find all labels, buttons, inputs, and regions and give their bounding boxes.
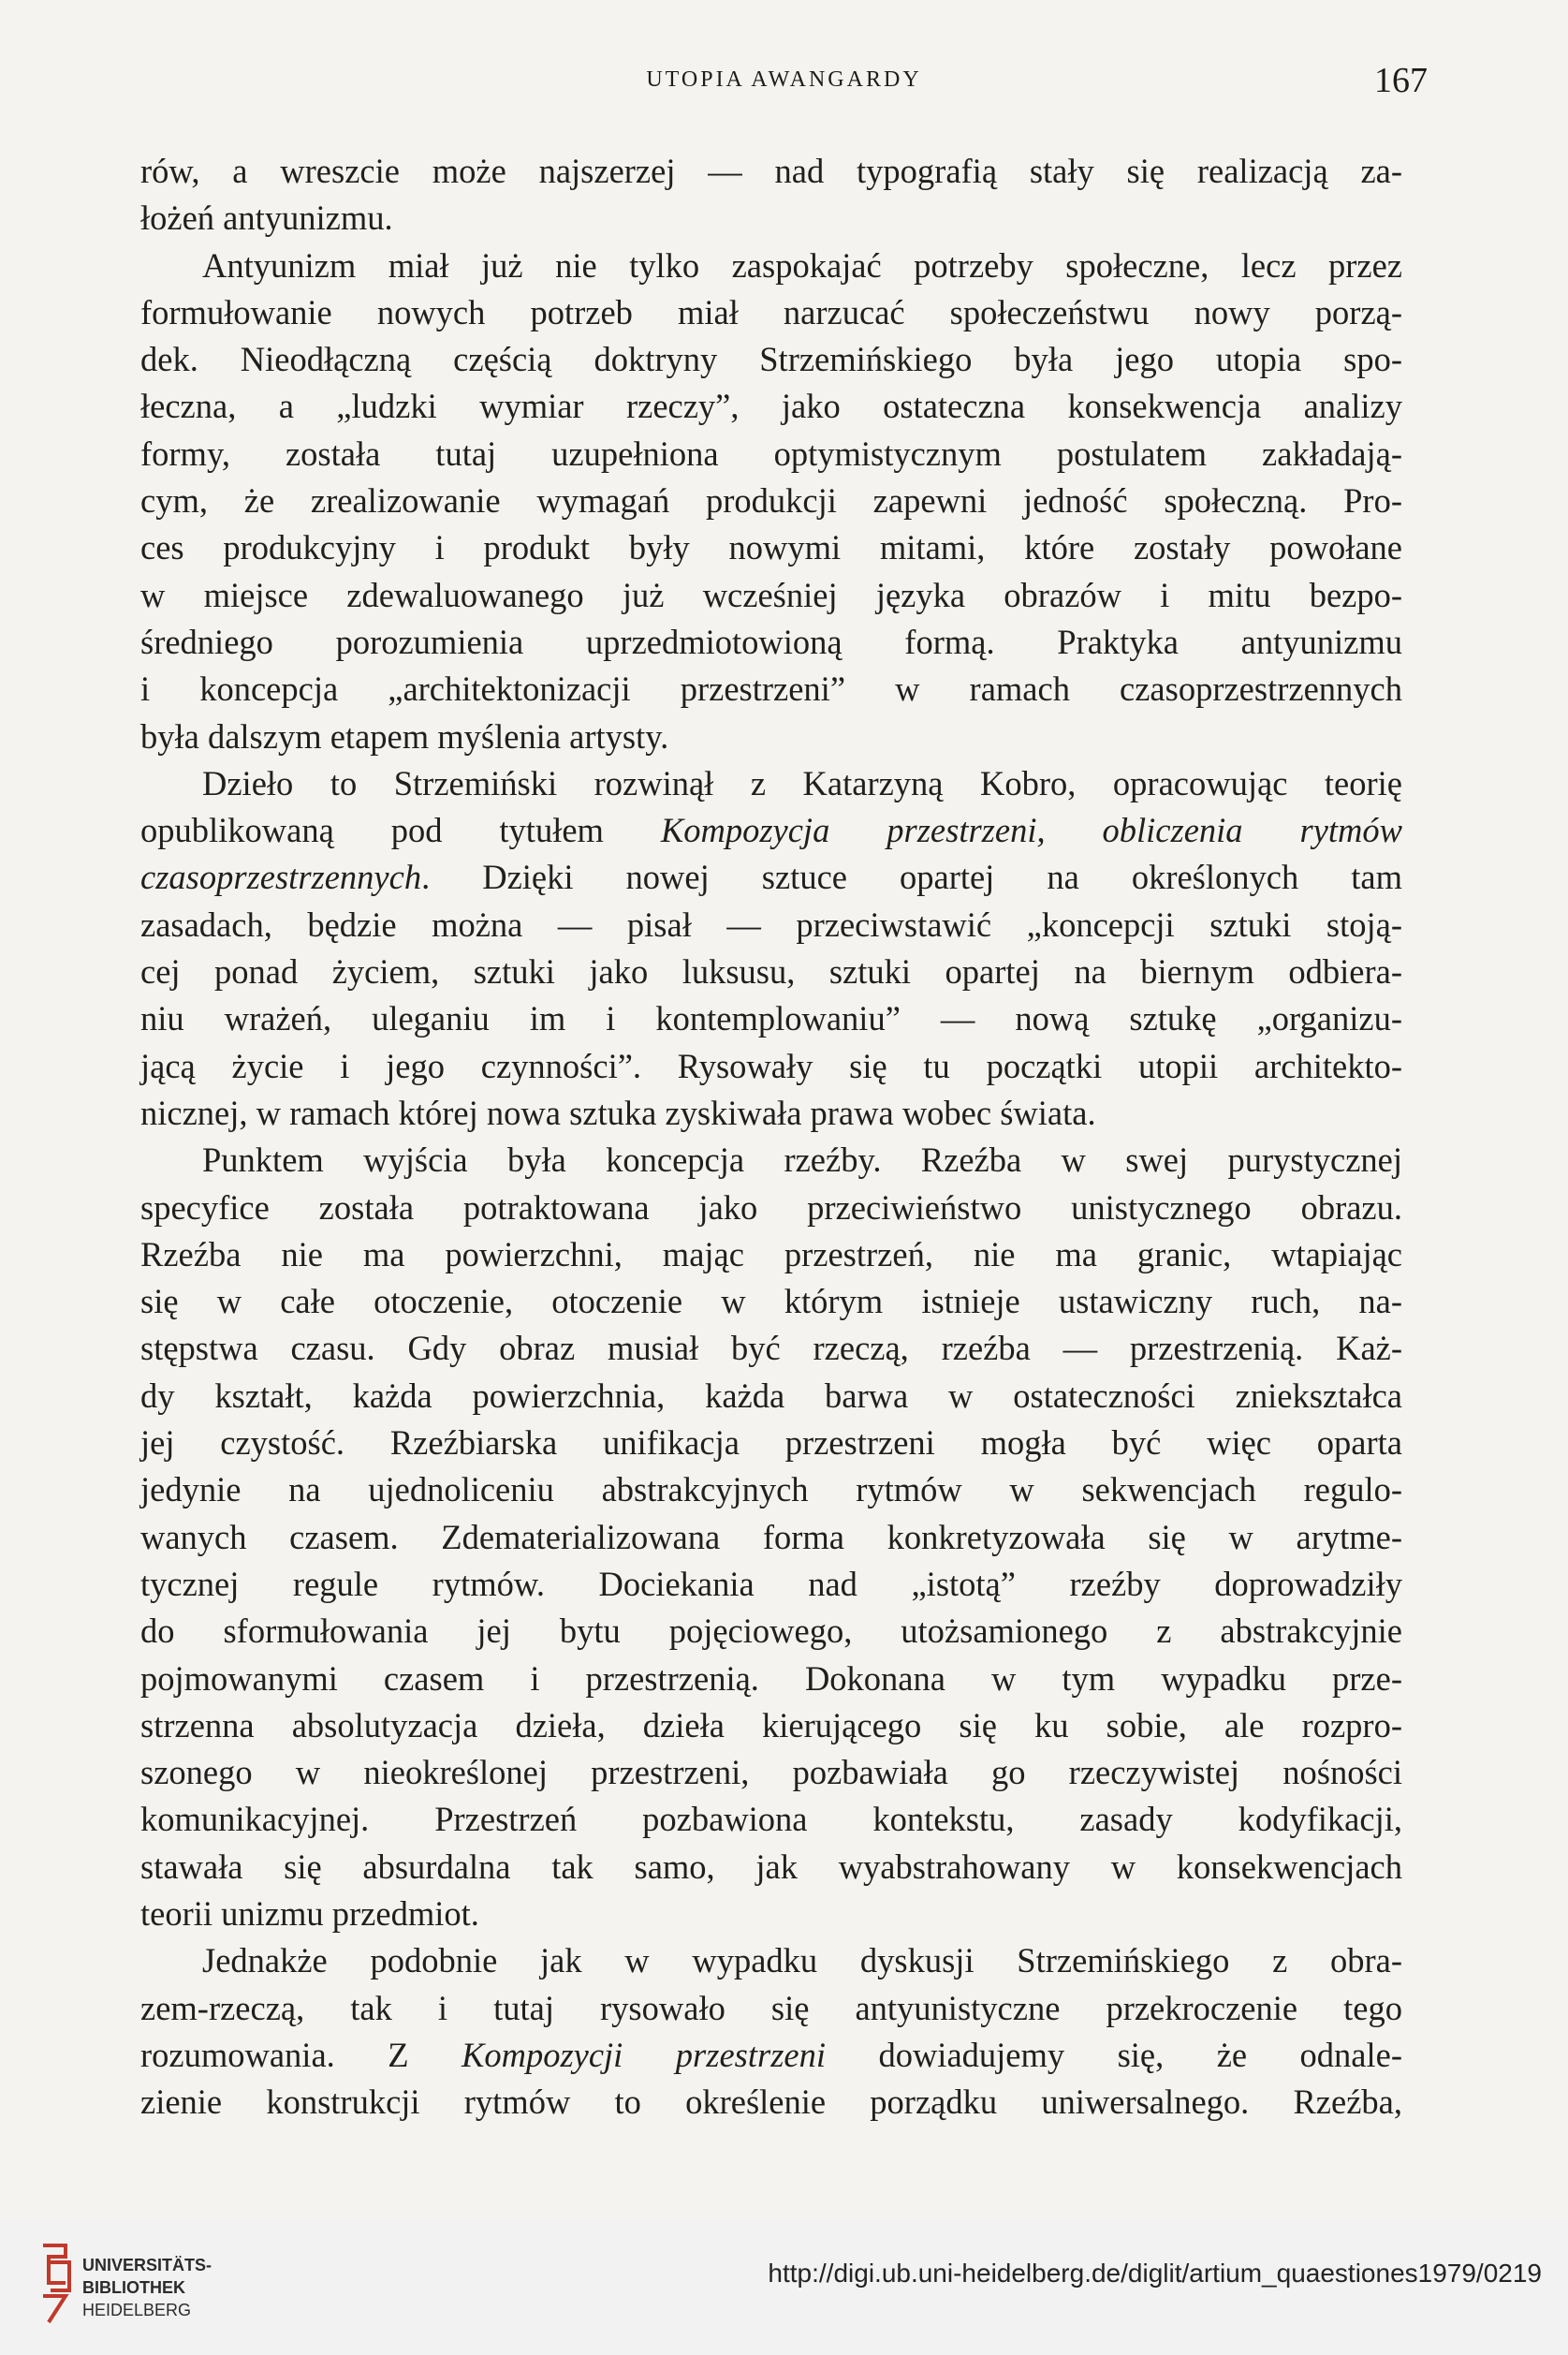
text-line xyxy=(140,195,1402,242)
text-segment: rozumowania. Z xyxy=(140,2035,462,2074)
logo-text-line-3: HEIDELBERG xyxy=(82,2301,192,2319)
text-line xyxy=(140,1090,1402,1137)
logo-text-line-2: BIBLIOTHEK xyxy=(82,2278,185,2297)
text-line xyxy=(140,1278,1402,1325)
text-segment: teorii unizmu przedmiot. xyxy=(140,1893,479,1933)
text-segment: zasadach, będzie można — pisał — przeciwstawić „koncepcji sztuki stoją- xyxy=(140,905,1402,944)
text-segment: zem-rzeczą, tak i tutaj rysowało się antyunistyczne przekroczenie tego xyxy=(140,1988,1402,2027)
text-segment: specyfice została potraktowana jako przeciwieństwo unistycznego obrazu. xyxy=(140,1187,1402,1227)
text-segment: tycznej regule rytmów. Dociekania nad „istotą” rzeźby doprowadziły xyxy=(140,1564,1402,1603)
text-segment: stawała się absurdalna tak samo, jak wyabstrahowany w konsekwencjach xyxy=(140,1847,1402,1886)
source-url[interactable]: http://digi.ub.uni-heidelberg.de/diglit/artium_quaestiones1979/0219 xyxy=(768,2259,1542,2288)
text-line xyxy=(140,1043,1402,1090)
text-line xyxy=(140,1891,1402,1937)
text-segment: cym, że zrealizowanie wymagań produkcji zapewni jedność społeczną. Pro- xyxy=(140,481,1402,521)
text-segment: Rzeźba nie ma powierzchni, mając przestrzeń, nie ma granic, wtapiając xyxy=(140,1234,1402,1273)
text-line xyxy=(140,289,1402,336)
text-segment: dek. Nieodłączną częścią doktryny Strzemińskiego była jego utopia spo- xyxy=(140,340,1402,379)
text-segment: do sformułowania jej bytu pojęciowego, utożsamionego z abstrakcyjnie xyxy=(140,1612,1402,1651)
text-segment: łeczna, a „ludzki wymiar rzeczy”, jako ostateczna konsekwencja analizy xyxy=(140,387,1402,426)
text-line xyxy=(140,1137,1402,1184)
text-segment: się w całe otoczenie, otoczenie w którym istnieje ustawiczny ruch, na- xyxy=(140,1282,1402,1321)
text-line xyxy=(140,1985,1402,2032)
text-line xyxy=(140,1561,1402,1608)
text-segment: nicznej, w ramach której nowa sztuka zyskiwała prawa wobec świata. xyxy=(140,1093,1096,1132)
text-line xyxy=(140,478,1402,524)
text-segment: była dalszym etapem myślenia artysty. xyxy=(140,716,669,756)
running-header xyxy=(140,60,1428,116)
text-line xyxy=(140,1466,1402,1513)
text-segment: stępstwa czasu. Gdy obraz musiał być rzeczą, rzeźba — przestrzenią. Każ- xyxy=(140,1329,1402,1368)
paragraph-1 xyxy=(140,148,1402,243)
text-segment: . Dzięki nowej sztuce opartej na określonych tam xyxy=(421,858,1402,897)
text-segment: cej ponad życiem, sztuki jako luksusu, sztuki opartej na biernym odbiera- xyxy=(140,952,1402,992)
italic-title-text: Kompozycja przestrzeni, obliczenia rytmów xyxy=(660,811,1402,850)
text-segment: dy kształt, każda powierzchnia, każda barwa w ostateczności zniekształca xyxy=(140,1376,1402,1415)
text-segment: jej czystość. Rzeźbiarska unifikacja przestrzeni mogła być więc oparta xyxy=(140,1423,1402,1463)
text-segment: Punktem wyjścia była koncepcja rzeźby. Rzeźba w swej purystycznej xyxy=(202,1141,1402,1180)
text-segment: i koncepcja „architektonizacji przestrzeni” w ramach czasoprzestrzennych xyxy=(140,670,1402,709)
text-segment: pojmowanymi czasem i przestrzenią. Dokonana w tym wypadku prze- xyxy=(140,1658,1402,1698)
text-segment: ces produkcyjny i produkt były nowymi mitami, które zostały powołane xyxy=(140,528,1402,567)
text-segment: strzenna absolutyzacja dzieła, dzieła kierującego się ku sobie, ale rozpro- xyxy=(140,1705,1402,1744)
text-line xyxy=(140,1937,1402,1984)
text-segment: opublikowaną pod tytułem xyxy=(140,811,661,850)
text-line xyxy=(140,760,1402,807)
text-line xyxy=(140,1749,1402,1796)
text-segment: w miejsce zdewaluowanego już wcześniej języka obrazów i mitu bezpo- xyxy=(140,575,1402,614)
text-line xyxy=(140,1796,1402,1843)
text-line xyxy=(140,854,1402,901)
text-line xyxy=(140,243,1402,289)
text-line xyxy=(140,666,1402,713)
text-line xyxy=(140,336,1402,383)
page-number: 167 xyxy=(1374,61,1428,100)
text-segment: niu wrażeń, uleganiu im i kontemplowaniu” — nową sztukę „organizu- xyxy=(140,999,1402,1038)
text-segment: rów, a wreszcie może najszerzej — nad typografią stały się realizacją za- xyxy=(140,152,1402,190)
text-line xyxy=(140,807,1402,854)
text-line xyxy=(140,524,1402,571)
text-line xyxy=(140,949,1402,995)
italic-title-text: Kompozycji przestrzeni xyxy=(461,2035,826,2074)
paragraph-3 xyxy=(140,760,1402,1137)
text-line xyxy=(140,1373,1402,1420)
paragraph-2 xyxy=(140,243,1402,760)
text-line xyxy=(140,902,1402,949)
text-segment: jącą życie i jego czynności”. Rysowały się tu początki utopii architekto- xyxy=(140,1046,1402,1085)
text-line xyxy=(140,2079,1402,2126)
library-logo[interactable] xyxy=(37,2238,356,2341)
text-segment: szonego w nieokreślonej przestrzeni, pozbawiała go rzeczywistej nośności xyxy=(140,1753,1402,1792)
text-segment: średniego porozumienia uprzedmiotowioną formą. Praktyka antyunizmu xyxy=(140,622,1402,661)
text-segment: formułowanie nowych potrzeb miał narzucać społeczeństwu nowy porzą- xyxy=(140,292,1402,331)
text-segment: komunikacyjnej. Przestrzeń pozbawiona kontekstu, zasady kodyfikacji, xyxy=(140,1800,1402,1839)
body-text xyxy=(140,148,1402,2126)
text-segment: jedynie na ujednoliceniu abstrakcyjnych rytmów w sekwencjach regulo- xyxy=(140,1470,1402,1509)
text-segment: wanych czasem. Zdematerializowana forma konkretyzowała się w arytme- xyxy=(140,1517,1402,1556)
text-line xyxy=(140,148,1402,195)
text-line xyxy=(140,1231,1402,1278)
running-title: UTOPIA AWANGARDY xyxy=(646,67,922,92)
text-line xyxy=(140,1185,1402,1231)
text-line xyxy=(140,714,1402,760)
text-segment: łożeń antyunizmu. xyxy=(140,199,393,238)
text-segment: Antyunizm miał już nie tylko zaspokajać potrzeby społeczne, lecz przez xyxy=(202,245,1402,285)
text-line xyxy=(140,572,1402,619)
italic-title-text: czasoprzestrzennych xyxy=(140,858,422,897)
text-line xyxy=(140,2032,1402,2079)
text-segment: Dzieło to Strzemiński rozwinął z Katarzyną Kobro, opracowując teorię xyxy=(202,763,1402,802)
text-segment: dowiadujemy się, że odnale- xyxy=(825,2035,1402,2074)
text-line xyxy=(140,1420,1402,1466)
text-segment: formy, została tutaj uzupełniona optymistycznym postulatem zakładają- xyxy=(140,434,1402,473)
footer-bar xyxy=(0,2221,1568,2355)
library-logo-icon xyxy=(37,2238,75,2332)
paragraph-4 xyxy=(140,1137,1402,1937)
logo-text-line-1: UNIVERSITÄTS- xyxy=(82,2256,212,2274)
text-segment: Jednakże podobnie jak w wypadku dyskusji Strzemińskiego z obra- xyxy=(202,1941,1402,1980)
text-line xyxy=(140,1844,1402,1891)
text-line xyxy=(140,995,1402,1042)
text-line xyxy=(140,431,1402,478)
text-line xyxy=(140,1608,1402,1655)
text-line xyxy=(140,383,1402,430)
text-line xyxy=(140,1702,1402,1749)
text-line xyxy=(140,1514,1402,1561)
paragraph-5 xyxy=(140,1937,1402,2126)
text-line xyxy=(140,619,1402,666)
text-line xyxy=(140,1656,1402,1702)
text-line xyxy=(140,1325,1402,1372)
text-segment: zienie konstrukcji rytmów to określenie porządku uniwersalnego. Rzeźba, xyxy=(140,2083,1402,2122)
